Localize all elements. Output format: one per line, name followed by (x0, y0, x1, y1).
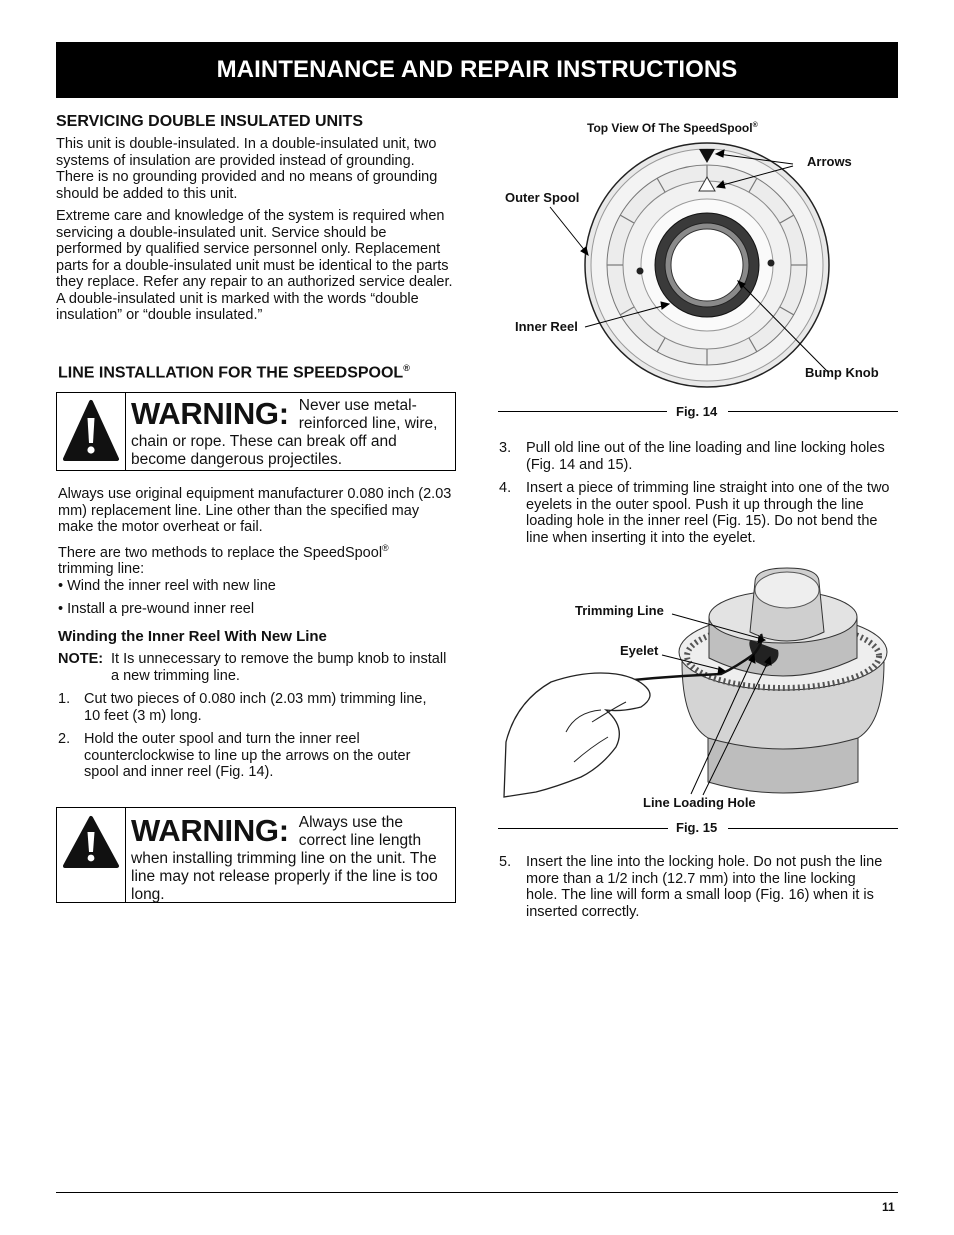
line-install-heading-text: LINE INSTALLATION FOR THE SPEEDSPOOL (58, 364, 404, 382)
list-item (499, 854, 897, 920)
fig-caption-rule (498, 828, 668, 829)
list-number: 1. (58, 691, 71, 707)
fig14-label-outer-spool: Outer Spool (505, 190, 580, 205)
list-number: 5. (499, 854, 512, 870)
bullet-item: • Wind the inner reel with new line (58, 578, 276, 594)
list-number: 2. (58, 731, 71, 747)
methods-para (58, 540, 438, 578)
fig14-caption: Fig. 14 (676, 404, 718, 419)
warning-triangle-icon (57, 393, 125, 470)
fig14-title-text: Top View Of The SpeedSpool (587, 121, 753, 135)
bullet-item: • Install a pre-wound inner reel (58, 601, 255, 617)
list-text: Hold the outer spool and turn the inner reel counterclockwise to line up the arrows on the outer spool and inner reel (Fig. 14). (84, 731, 411, 780)
list-text: Cut two pieces of 0.080 inch (2.03 mm) trimming line, 10 feet (3 m) long. (84, 691, 427, 724)
warning-triangle-icon (57, 808, 125, 902)
fig15-label-line-loading-hole: Line Loading Hole (643, 795, 756, 810)
warning-box-line-length (56, 807, 456, 903)
registered-mark: ® (403, 363, 410, 373)
fig-caption-rule (728, 828, 898, 829)
list-text: Pull old line out of the line loading and line locking holes (Fig. 14 and 15). (526, 440, 885, 473)
warning-content (131, 397, 451, 469)
list-item (499, 440, 897, 473)
list-item (58, 691, 456, 724)
warning-text: Always use the correct line length when installing trimming line on the unit. The line may not release properly if the line is too long. (131, 814, 438, 903)
methods-text: There are two methods to replace the SpeedSpool (58, 544, 383, 561)
warning-word: WARNING: (131, 396, 289, 431)
note-label: NOTE: (58, 651, 104, 667)
fig14-label-bump-knob: Bump Knob (805, 365, 879, 380)
note-block (58, 651, 456, 684)
section-title: MAINTENANCE AND REPAIR INSTRUCTIONS (216, 56, 738, 83)
warning-word: WARNING: (131, 813, 289, 848)
warning-box-metal-line (56, 392, 456, 471)
spool-eyelet-illustration (496, 562, 896, 807)
list-text: Insert the line into the locking hole. Do not push the line more than a 1/2 inch (12.7 mm) into the line locking hole. The line will form a small loop (Fig. 16) when it is inserted correctly. (526, 854, 883, 920)
winding-heading: Winding the Inner Reel With New Line (58, 628, 327, 645)
warning-text: Never use metal-reinforced line, wire, chain or rope. These can break off and become dangerous projectiles. (131, 397, 438, 468)
servicing-heading: SERVICING DOUBLE INSULATED UNITS (56, 113, 363, 130)
servicing-para-1: This unit is double-insulated. In a double-insulated unit, two systems of insulation are provided instead of grounding. There is no grounding provided and no means of grounding should be added to this unit. (56, 136, 438, 202)
list-number: 4. (499, 480, 512, 496)
list-item (499, 480, 897, 546)
line-install-heading (58, 363, 410, 382)
warning-icon-cell (57, 393, 126, 470)
fig14-label-inner-reel: Inner Reel (515, 319, 578, 334)
registered-mark: ® (382, 543, 389, 553)
list-text: Insert a piece of trimming line straight into one of the two eyelets in the outer spool. Push it up through the line loading hole in the inner reel (Fig. 15). Do not bend the line when inserting it into the eyelet. (526, 480, 890, 546)
warning-content (131, 814, 447, 904)
fig15-label-trimming-line: Trimming Line (575, 603, 664, 618)
fig15-label-eyelet: Eyelet (620, 643, 659, 658)
fig15-caption: Fig. 15 (676, 820, 718, 835)
list-item (58, 731, 456, 781)
oem-line-para: Always use original equipment manufacturer 0.080 inch (2.03 mm) replacement line. Line other than the specified may make the motor overheat or fail. (58, 486, 452, 535)
servicing-para-2: Extreme care and knowledge of the system is required when servicing a double-insulated unit. Service should be performed by qualified service personnel only. Replacement parts for a double-insulated unit must be identical to the parts they replace. Refer any repair to an authorized service dealer. A double-insulated unit is marked with the words “double insulation” or “double insulated.” (56, 208, 453, 323)
fig-caption-rule (728, 411, 898, 412)
section-header-bar (56, 42, 898, 98)
note-text: It Is unnecessary to remove the bump knob to install a new trimming line. (111, 651, 447, 684)
fig-caption-rule (498, 411, 667, 412)
registered-mark: ® (752, 122, 758, 129)
list-number: 3. (499, 440, 512, 456)
warning-icon-cell (57, 808, 126, 902)
speedspool-top-view-illustration (490, 135, 900, 395)
page-number: 11 (882, 1200, 895, 1214)
fig14-label-arrows: Arrows (807, 154, 852, 169)
footer-rule (56, 1192, 898, 1193)
methods-text-end: trimming line: (58, 561, 145, 578)
fig14-title (587, 121, 758, 135)
